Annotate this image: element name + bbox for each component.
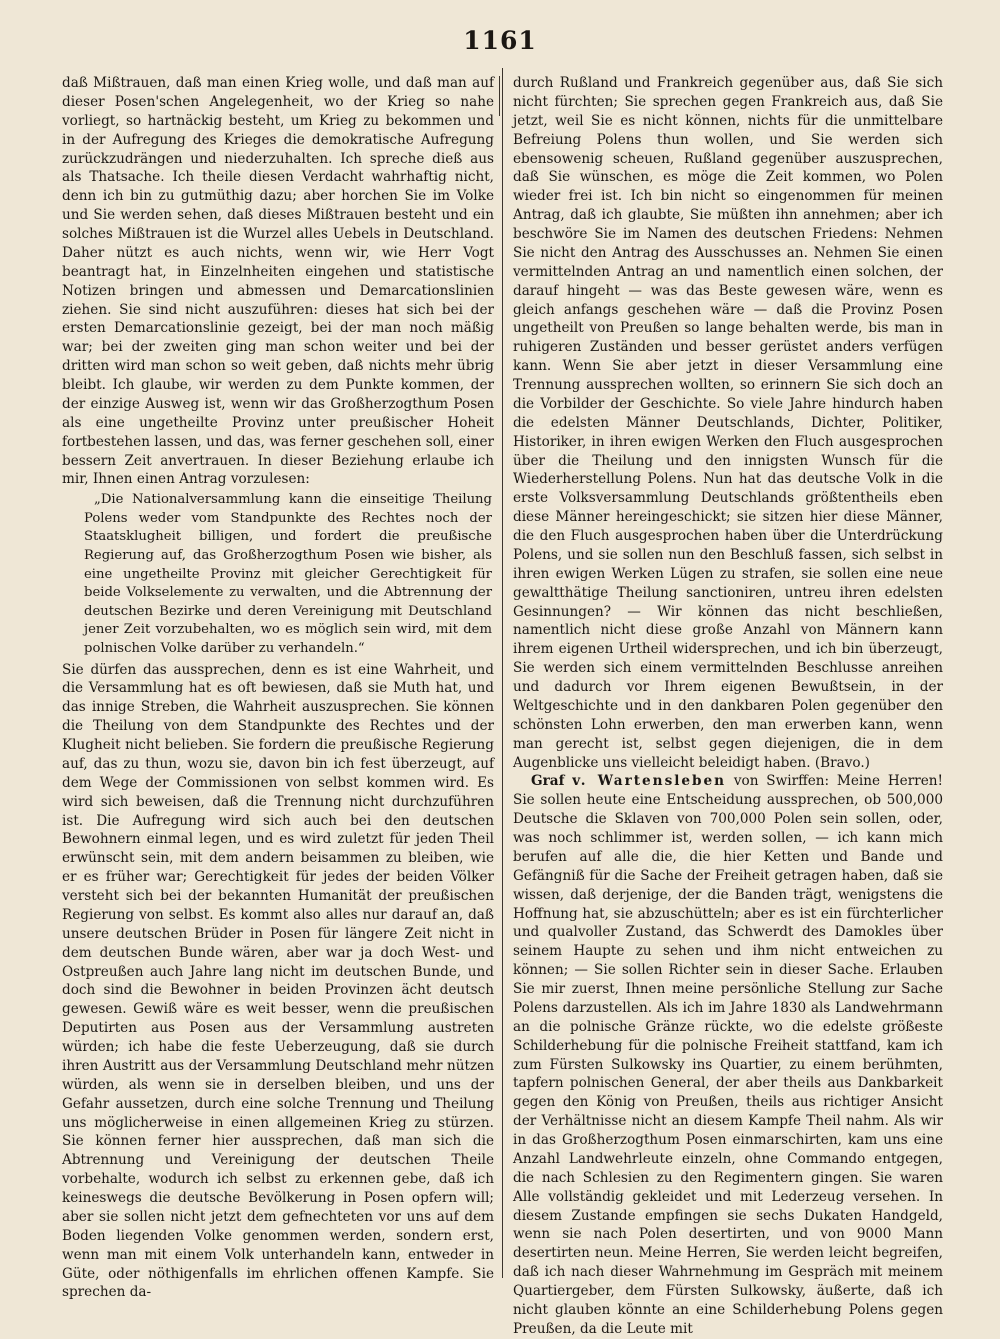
left-paragraph-1: daß Mißtrauen, daß man einen Krieg wolle, und daß man auf dieser Posen'schen Angelegenheit, wo der Krieg so nahe vorliegt, so hartnäckig besteht, um Krieg zu bekommen und in der Aufregung des Krieges die demokratische Aufregung zurückzudrängen und niederzuhalten. Ich spreche dieß aus als Thatsache. Ich theile diesen Verdacht wahrhaftig nicht, denn ich bin zu gutmüthig dazu; aber horchen Sie im Volke und Sie werden sehen, daß dieses Mißtrauen besteht und ein solches Mißtrauen ist die Wurzel alles Uebels in Deutschland. Daher nützt es auch nichts, wenn wir, wie Herr Vogt beantragt hat, in Einzelnheiten eingehen und statistische Notizen bringen und abmessen und Demarcationslinien ziehen. Sie sind nicht auszuführen: dieses hat sich bei der ersten Demarcationslinie gezeigt, bei der man noch mäßig war; bei der zweiten ging man schon weiter und bei der dritten wird man schon so weit geben, daß nichts mehr übrig bleibt. Ich glaube, wir werden zu dem Punkte kommen, der der einzige Ausweg ist, wenn wir das Großherzogthum Posen als eine ungetheilte Provinz unter preußischer Hoheit fortbestehen lassen, und das, was ferner geschehen soll, einer bessern Zeit anvertrauen. In dieser Beziehung erlaube ich mir, Ihnen einen Antrag vorzulesen: bbox=[62, 75, 494, 488]
right-paragraph-2: Meine Herren! Sie sollen heute eine Entscheidung aussprechen, ob 500,000 Deutsche die Sklaven von 700,000 Polen sein sollen, oder, was noch schlimmer ist, werden sollen, — ich kann mich berufen auf alle die, die hier Ketten und Bande und Gefängniß für die Sache der Freiheit getragen haben, daß sie wissen, daß derjenige, der die Banden trägt, wenigstens die Hoffnung hat, sie abzuschütteln; aber es ist ein fürchterlicher und qualvoller Zustand, das Schwerdt des Damokles über seinem Haupte zu sehen und ihm nicht entweichen zu können; — Sie sollen Richter sein in dieser Sache. Erlauben Sie mir zuerst, Ihnen meine persönliche Stellung zur Sache Polens darzustellen. Als ich im Jahre 1830 als Landwehrmann an die polnische Gränze rückte, wo die edelste größeste Schilderhebung für die polnische Freiheit stattfand, kam ich zum Fürsten Sulkowsky ins Quartier, zu einem berühmten, tapfern polnischen General, der aber theils aus Dankbarkeit gegen den König von Preußen, theils aus richtiger Ansicht der Verhältnisse nicht an diesem Kampfe Theil nahm. Als wir in das Großherzogthum Posen einmarschirten, kam uns eine Anzahl Landwehrleute einzeln, ohne Commando entgegen, die nach Schlesien zu den Regimentern gingen. Sie waren Alle vollständig gekleidet und mit Lederzeug versehen. In diesem Zustande empfingen sie sechs Dukaten Handgeld, wenn sie nach Polen desertirten, und von 9000 Mann desertirten neun. Meine Herren, Sie werden leicht begreifen, daß ich nach dieser Wahrnehmung im Gespräch mit meinem Quartiergeber, dem Fürsten Sulkowsky, äußerte, daß ich nicht glauben könnte an eine Schilderhebung Polens gegen Preußen, da die Leute mit bbox=[513, 773, 943, 1337]
left-column bbox=[62, 74, 494, 1301]
speaker-title: Graf bbox=[531, 773, 565, 790]
speaker-origin: von Swirffen: bbox=[733, 773, 830, 790]
right-paragraph-1: durch Rußland und Frankreich gegenüber aus, daß Sie sich nicht fürchten; Sie sprechen gegen Frankreich aus, daß Sie jetzt, weil Sie es nicht können, nichts für die unmittelbare Befreiung Polens thun wollen, und Sie werden sich ebensowenig scheuen, Rußland gegenüber auszusprechen, daß Sie wünschen, es möge die Zeit kommen, wo Polen wieder frei ist. Ich bin nicht so eingenommen für meinen Antrag, daß ich glaubte, Sie müßten ihn annehmen; aber ich beschwöre Sie im Namen des deutschen Friedens: Nehmen Sie nicht den Antrag des Ausschusses an. Nehmen Sie einen vermittelnden Antrag an und namentlich einen solchen, der darauf hingeht — was das Beste gewesen wäre, wenn es gleich anfangs geschehen wäre — daß die Provinz Posen ungetheilt von Preußen so lange behalten werde, bis man in ruhigeren Zuständen und besser gerüstet anders verfügen kann. Wenn Sie aber jetzt in dieser Versammlung eine Trennung aussprechen wollten, so erinnern Sie sich doch an die Vorbilder der Geschichte. So viele Jahre hindurch haben die edelsten Männer Deutschlands, Dichter, Politiker, Historiker, in ihren ewigen Werken den Fluch ausgesprochen über die Theilung und den innigsten Wunsch für die Wiederherstellung Polens. Nun hat das deutsche Volk in die erste Volksversammlung Deutschlands größtentheils eben diese Männer hereingeschickt; sie sitzen hier diese Männer, die den Fluch ausgesprochen haben über die Unterdrückung Polens, und sie sollen nun den Beschluß fassen, sich selbst in ihren ewigen Werken Lügen zu strafen, sie sollen eine neue gewaltthätige Theilung sanctioniren, untreu ihren edelsten Gesinnungen? — Wir können das nicht beschließen, namentlich nicht diese große Anzahl von Männern kann ihrem eigenen Urtheil widersprechen, und ich bin überzeugt, Sie werden sich einem vermittelnden Beschlusse anreihen und dadurch vor Ihrem eigenen Bewußtsein, in der Weltgeschichte und in den dankbaren Polen gegenüber den schönsten Lohn erwerben, den man erwerben kann, wenn man gerecht ist, selbst gegen diejenigen, die in dem Augenblicke uns vielleicht beleidigt haben. (Bravo.) bbox=[513, 75, 943, 771]
speaker-name: v. Wartensleben bbox=[572, 773, 727, 790]
motion-quote bbox=[84, 491, 492, 658]
speech-paragraph bbox=[513, 772, 943, 1338]
page-number: 1161 bbox=[463, 26, 537, 55]
left-paragraph-2: Sie dürfen das aussprechen, denn es ist eine Wahrheit, und die Versammlung hat es oft bewiesen, daß sie Muth hat, und das innige Streben, die Wahrheit auszusprechen. Sie können die Theilung von dem Standpunkte des Rechtes und der Klugheit nicht belieben. Sie fordern die preußische Regierung auf, das zu thun, wozu sie, davon bin ich fest überzeugt, auf dem Wege der Commissionen von selbst kommen wird. Es wird sich beweisen, daß die Trennung nicht durchzuführen ist. Die Aufregung wird sich auch bei den deutschen Bewohnern einmal legen, und es wird zuletzt für jeden Theil erwünscht sein, mit dem andern beisammen zu bleiben, wie er es früher war; Gerechtigkeit für jedes der beiden Völker versteht sich bei der bekannten Humanität der preußischen Regierung von selbst. Es kommt also alles nur darauf an, daß unsere deutschen Brüder in Posen für längere Zeit nicht in dem deutschen Bunde wären, aber war ja doch West- und Ostpreußen auch Jahre lang nicht im deutschen Bunde, und doch sind die Bewohner in beiden Provinzen ächt deutsch gewesen. Gewiß wäre es weit besser, wenn die preußischen Deputirten aus Posen aus der Versammlung austreten würden; ich habe die feste Ueberzeugung, daß sie durch ihren Austritt aus der Versammlung Deutschland mehr nützen würden, als wenn sie in derselben bleiben, und uns der Gefahr aussetzen, durch eine solche Trennung und Theilung uns möglicherweise in einen allgemeinen Krieg zu stürzen. Sie können ferner hier aussprechen, daß man sich die Abtrennung und Vereinigung der deutschen Theile vorbehalte, wodurch ich selbst zu erkennen gebe, daß ich keineswegs die deutsche Bevölkerung in Posen opfern will; aber sie sollen nicht jetzt dem gefnechteten vor uns auf dem Boden liegenden Volke genommen werden, sondern erst, wenn man mit einem Volk unterhandeln kann, entweder in Güte, oder nöthigenfalls im ehrlichen offenen Kampfe. Sie sprechen da- bbox=[62, 661, 494, 1301]
right-column bbox=[513, 74, 943, 1337]
motion-quote-text: „Die Nationalversammlung kann die einseitige Theilung Polens weder vom Standpunkte des Rechtes noch der Staatsklugheit billigen, und fordert die preußische Regierung auf, das Großherzogthum Posen wie bisher, als eine ungetheilte Provinz mit gleicher Gerechtigkeit für beide Volkselemente zu verwalten, und die Abtrennung der deutschen Bezirke und deren Vereinigung mit Deutschland jener Zeit vorzubehalten, wo es möglich sein wird, mit dem polnischen Volke darüber zu verhandeln.“ bbox=[84, 492, 492, 656]
column-divider-double bbox=[499, 76, 500, 116]
column-divider bbox=[502, 68, 503, 1278]
